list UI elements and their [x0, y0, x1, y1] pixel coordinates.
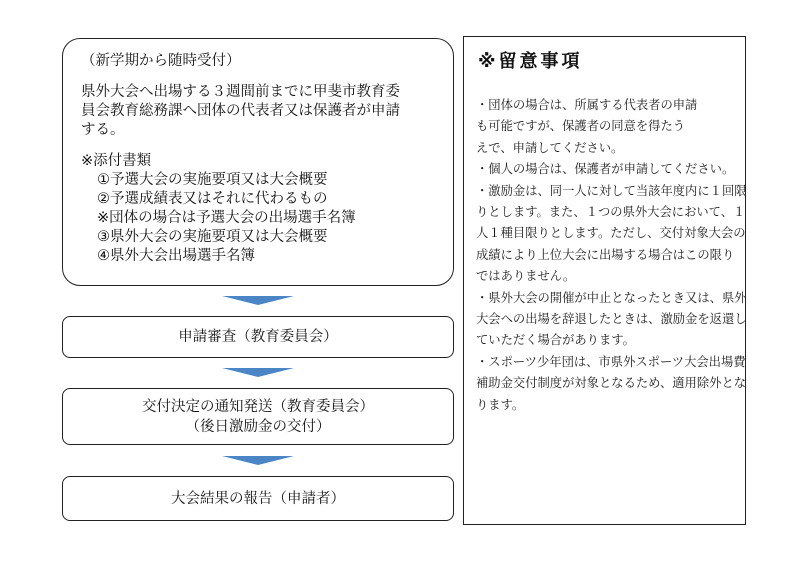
application-text-line-2: 員会教育総務課へ団体の代表者又は保護者が申請	[81, 103, 400, 119]
step-report-box	[62, 476, 454, 521]
note-line: 大会への出場を辞退したときは、激励金を返還し	[476, 312, 747, 327]
note-line: も可能ですが、保護者の同意を得たう	[476, 119, 686, 134]
note-line: ・スポーツ少年団は、市県外スポーツ大会出場費	[476, 354, 746, 369]
application-text-line-1: 県外大会へ出場する３週間前までに甲斐市教育委	[81, 84, 400, 100]
attachment-item-3: ③県外大会の実施要項又は大会概要	[97, 229, 328, 245]
flow-arrow-down-icon	[222, 456, 294, 465]
note-line: ・県外大会の開催が中止となったとき又は、県外	[476, 290, 747, 305]
note-line: 人１種目限りとします。ただし、交付対象大会の	[476, 226, 746, 241]
notes-title: ※留意事項	[478, 51, 583, 72]
notes-panel	[463, 36, 746, 525]
note-line: ではありません。	[476, 269, 576, 284]
attachment-item-note: ※団体の場合は予選大会の出場選手名簿	[97, 210, 356, 226]
note-line: えで、申請してください。	[476, 140, 624, 155]
reception-period: （新学期から随時受付）	[81, 53, 241, 69]
note-line: ていただく場合があります。	[476, 333, 635, 348]
step-review-box	[62, 316, 454, 358]
attachment-item-4: ④県外大会出場選手名簿	[97, 248, 255, 264]
flow-arrow-down-icon	[222, 368, 294, 377]
attachment-item-1: ①予選大会の実施要項又は大会概要	[97, 172, 328, 188]
note-line: ・激励金は、同一人に対して当該年度内に１回限	[476, 183, 747, 198]
step-notice-box	[62, 388, 454, 445]
note-line: ります。	[476, 397, 525, 412]
step-notice-sublabel: （後日激励金の交付）	[185, 418, 331, 435]
step-notice-label: 交付決定の通知発送（教育委員会）	[142, 398, 374, 415]
attachment-item-2: ②予選成績表又はそれに代わるもの	[97, 191, 328, 207]
attachments-title: ※添付書類	[81, 153, 152, 169]
application-box	[62, 38, 454, 286]
step-report-label: 大会結果の報告（申請者）	[171, 490, 345, 507]
note-line: ・団体の場合は、所属する代表者の申請	[476, 98, 698, 112]
flow-arrow-down-icon	[222, 296, 294, 305]
note-line: りとします。また、１つの県外大会において、１	[476, 205, 746, 220]
application-text-line-3: する。	[81, 122, 125, 138]
note-line: 補助金交付制度が対象となるため、適用除外とな	[476, 376, 747, 391]
note-line: 成績により上位大会に出場する場合はこの限り	[476, 247, 735, 262]
note-line: ・個人の場合は、保護者が申請してください。	[476, 162, 735, 177]
step-review-label: 申請審査（教育委員会）	[178, 329, 338, 345]
